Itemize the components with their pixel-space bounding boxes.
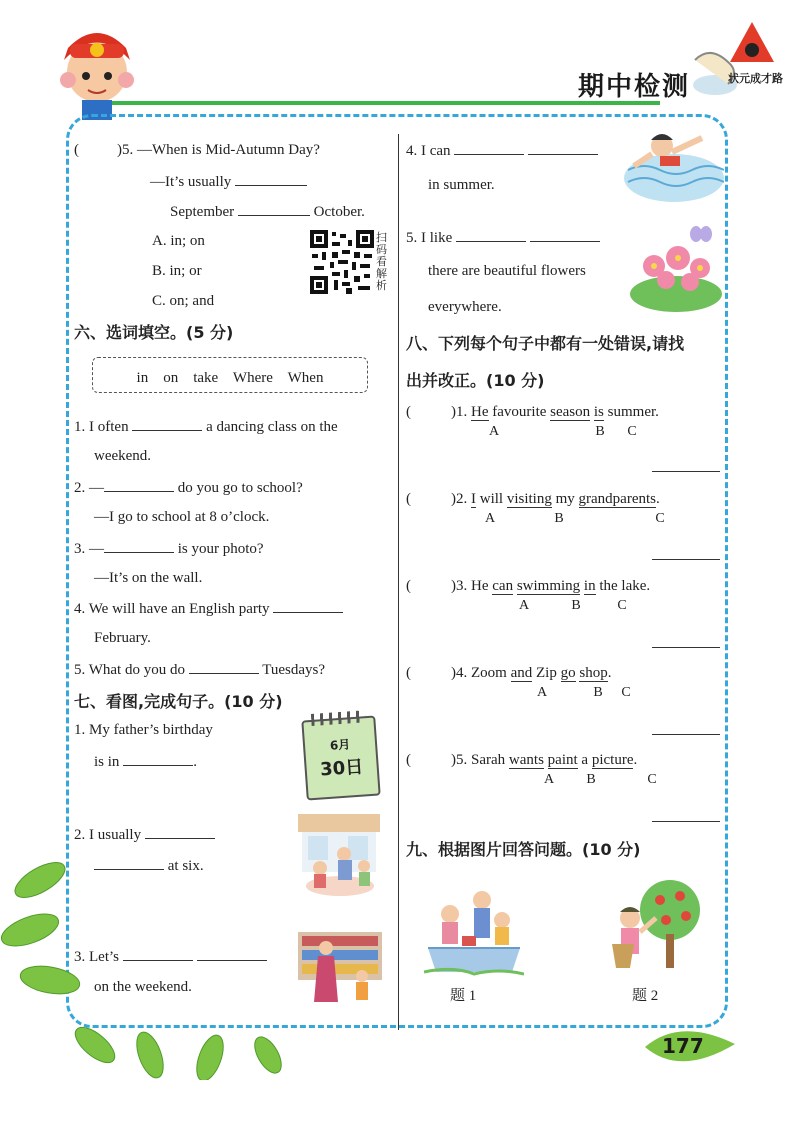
s8-2-b: visiting (506, 491, 552, 507)
answer-blank[interactable] (238, 201, 310, 216)
sec8-title-1: 八、下列每个句子中都有一处错误,请找 (406, 334, 685, 353)
s5-q5-paren: ( )5. —When is Mid-Autumn Day? (74, 142, 320, 158)
s8-item-4: ( )4. Zoom and Zip go shop. (406, 665, 612, 681)
answer-blank[interactable] (454, 140, 524, 155)
caption-2: 题 2 (632, 988, 659, 1004)
s5-q5-answer-a: —It’s usually (150, 171, 307, 192)
s8-4-answer-line[interactable] (652, 733, 720, 735)
sec7-title: 七、看图,完成句子。(10 分) (74, 692, 283, 711)
s6-item-4-cont: February. (94, 630, 151, 646)
s8-5-label-b: B (586, 772, 596, 787)
answer-blank[interactable] (104, 538, 174, 553)
s6-item-2: 2. — do you go to school? (74, 477, 303, 498)
s8-1-b: season (550, 404, 591, 420)
s8-item-1: ( )1. He favourite season is summer. (406, 404, 659, 420)
answer-blank[interactable] (273, 598, 343, 613)
word-when: When (287, 370, 324, 386)
s5-q5-option-b: B. in; or (152, 263, 202, 279)
s8-3-c: in (583, 578, 596, 594)
s8-2-label-c: C (655, 511, 665, 526)
logo-text: 状元成才路 (728, 72, 783, 85)
s6-item-2-cont: —I go to school at 8 o’clock. (94, 509, 270, 525)
answer-blank[interactable] (94, 855, 164, 870)
word-where: Where (232, 370, 273, 386)
caption-1: 题 1 (450, 988, 477, 1004)
column-divider (398, 134, 399, 1030)
s7-item-5-cont2: everywhere. (428, 299, 502, 315)
word-take: take (193, 370, 219, 386)
s8-item-5: ( )5. Sarah wants paint a picture. (406, 752, 638, 768)
s8-4-b: go (560, 665, 576, 681)
s5-q5-answer-b: September October. (170, 201, 365, 222)
s8-5-a: wants (508, 752, 544, 768)
calendar-month: 6月 (329, 737, 351, 753)
s8-2-c: grandparents (578, 491, 656, 507)
s8-3-answer-line[interactable] (652, 646, 720, 648)
family-dinner-picture (298, 814, 380, 908)
sec6-title: 六、选词填空。(5 分) (74, 323, 234, 342)
s8-1-c: is (593, 404, 604, 420)
s8-item-2: ( )2. I will visiting my grandparents. (406, 491, 660, 507)
word-on: on (163, 370, 179, 386)
s6-item-5: 5. What do you do Tuesdays? (74, 659, 325, 680)
answer-blank[interactable] (235, 171, 307, 186)
s7-item-3-cont: on the weekend. (94, 979, 192, 995)
picnic-picture (424, 886, 524, 976)
s7-item-5: 5. I like (406, 227, 600, 248)
s8-1-label-a: A (488, 424, 500, 439)
s8-5-label-a: A (543, 772, 555, 787)
s8-5-b: paint (547, 752, 578, 768)
s7-item-1-cont: is in . (94, 751, 197, 772)
swimming-picture (624, 118, 724, 202)
s8-1-label-c: C (627, 424, 637, 439)
s6-item-1: 1. I often a dancing class on the (74, 416, 338, 437)
answer-blank[interactable] (123, 751, 193, 766)
s8-1-a: He (471, 404, 489, 420)
qr-code-icon[interactable] (310, 230, 374, 294)
s8-4-label-a: A (536, 685, 548, 700)
calendar-day: 30日 (319, 756, 364, 781)
s7-item-4: 4. I can (406, 140, 598, 161)
s8-4-label-c: C (621, 685, 631, 700)
s8-item-3: ( )3. He can swimming in the lake. (406, 578, 651, 594)
s8-1-label-b: B (595, 424, 605, 439)
s7-item-1: 1. My father’s birthday (74, 722, 213, 738)
answer-blank[interactable] (189, 659, 259, 674)
answer-blank[interactable] (530, 227, 600, 242)
s7-item-2: 2. I usually (74, 824, 215, 845)
answer-blank[interactable] (528, 140, 598, 155)
s7-item-3: 3. Let’s (74, 946, 267, 967)
boy-mascot-icon (60, 33, 134, 120)
s8-2-label-b: B (554, 511, 564, 526)
s8-3-label-b: B (571, 598, 581, 613)
s8-4-label-b: B (593, 685, 603, 700)
word-bank-words (92, 368, 368, 388)
answer-blank[interactable] (456, 227, 526, 242)
qr-caption: 扫码看解析 (376, 231, 387, 292)
s8-3-label-c: C (617, 598, 627, 613)
s7-item-2-cont: at six. (94, 855, 204, 876)
answer-blank[interactable] (132, 416, 202, 431)
butterfly-icon (690, 226, 712, 242)
answer-blank[interactable] (145, 824, 215, 839)
apple-picking-picture (604, 878, 704, 974)
s8-3-a: can (492, 578, 514, 594)
s5-q5-option-c: C. on; and (152, 293, 215, 309)
s8-3-label-a: A (518, 598, 530, 613)
s8-2-answer-line[interactable] (652, 558, 720, 560)
shopping-picture (298, 926, 382, 1010)
s8-5-answer-line[interactable] (652, 820, 720, 822)
s8-2-a: I (471, 491, 476, 507)
calendar-picture (301, 716, 380, 801)
page-number: 177 (662, 1034, 704, 1058)
s8-3-b: swimming (516, 578, 581, 594)
answer-blank[interactable] (197, 946, 267, 961)
s6-item-3: 3. — is your photo? (74, 538, 264, 559)
s8-1-answer-line[interactable] (652, 470, 720, 472)
s5-q5-option-a: A. in; on (152, 233, 205, 249)
s8-4-a: and (510, 665, 533, 681)
s8-5-label-c: C (647, 772, 657, 787)
flowers-picture (626, 222, 724, 314)
sec9-title: 九、根据图片回答问题。(10 分) (406, 840, 641, 859)
s7-item-4-cont: in summer. (428, 177, 495, 193)
s8-4-c: shop (579, 665, 608, 681)
header-title: 期中检测 (578, 72, 691, 102)
answer-blank[interactable] (123, 946, 193, 961)
s8-5-c: picture (591, 752, 634, 768)
s6-item-3-cont: —It’s on the wall. (94, 570, 203, 586)
s6-item-1-cont: weekend. (94, 448, 152, 464)
s5-q5-question: —When is Mid-Autumn Day? (137, 142, 320, 158)
answer-blank[interactable] (104, 477, 174, 492)
s7-item-5-cont: there are beautiful flowers (428, 263, 586, 279)
s8-2-label-a: A (484, 511, 496, 526)
sec8-title-2: 出并改正。(10 分) (406, 371, 545, 390)
word-in: in (136, 370, 149, 386)
s6-item-4: 4. We will have an English party (74, 598, 343, 619)
